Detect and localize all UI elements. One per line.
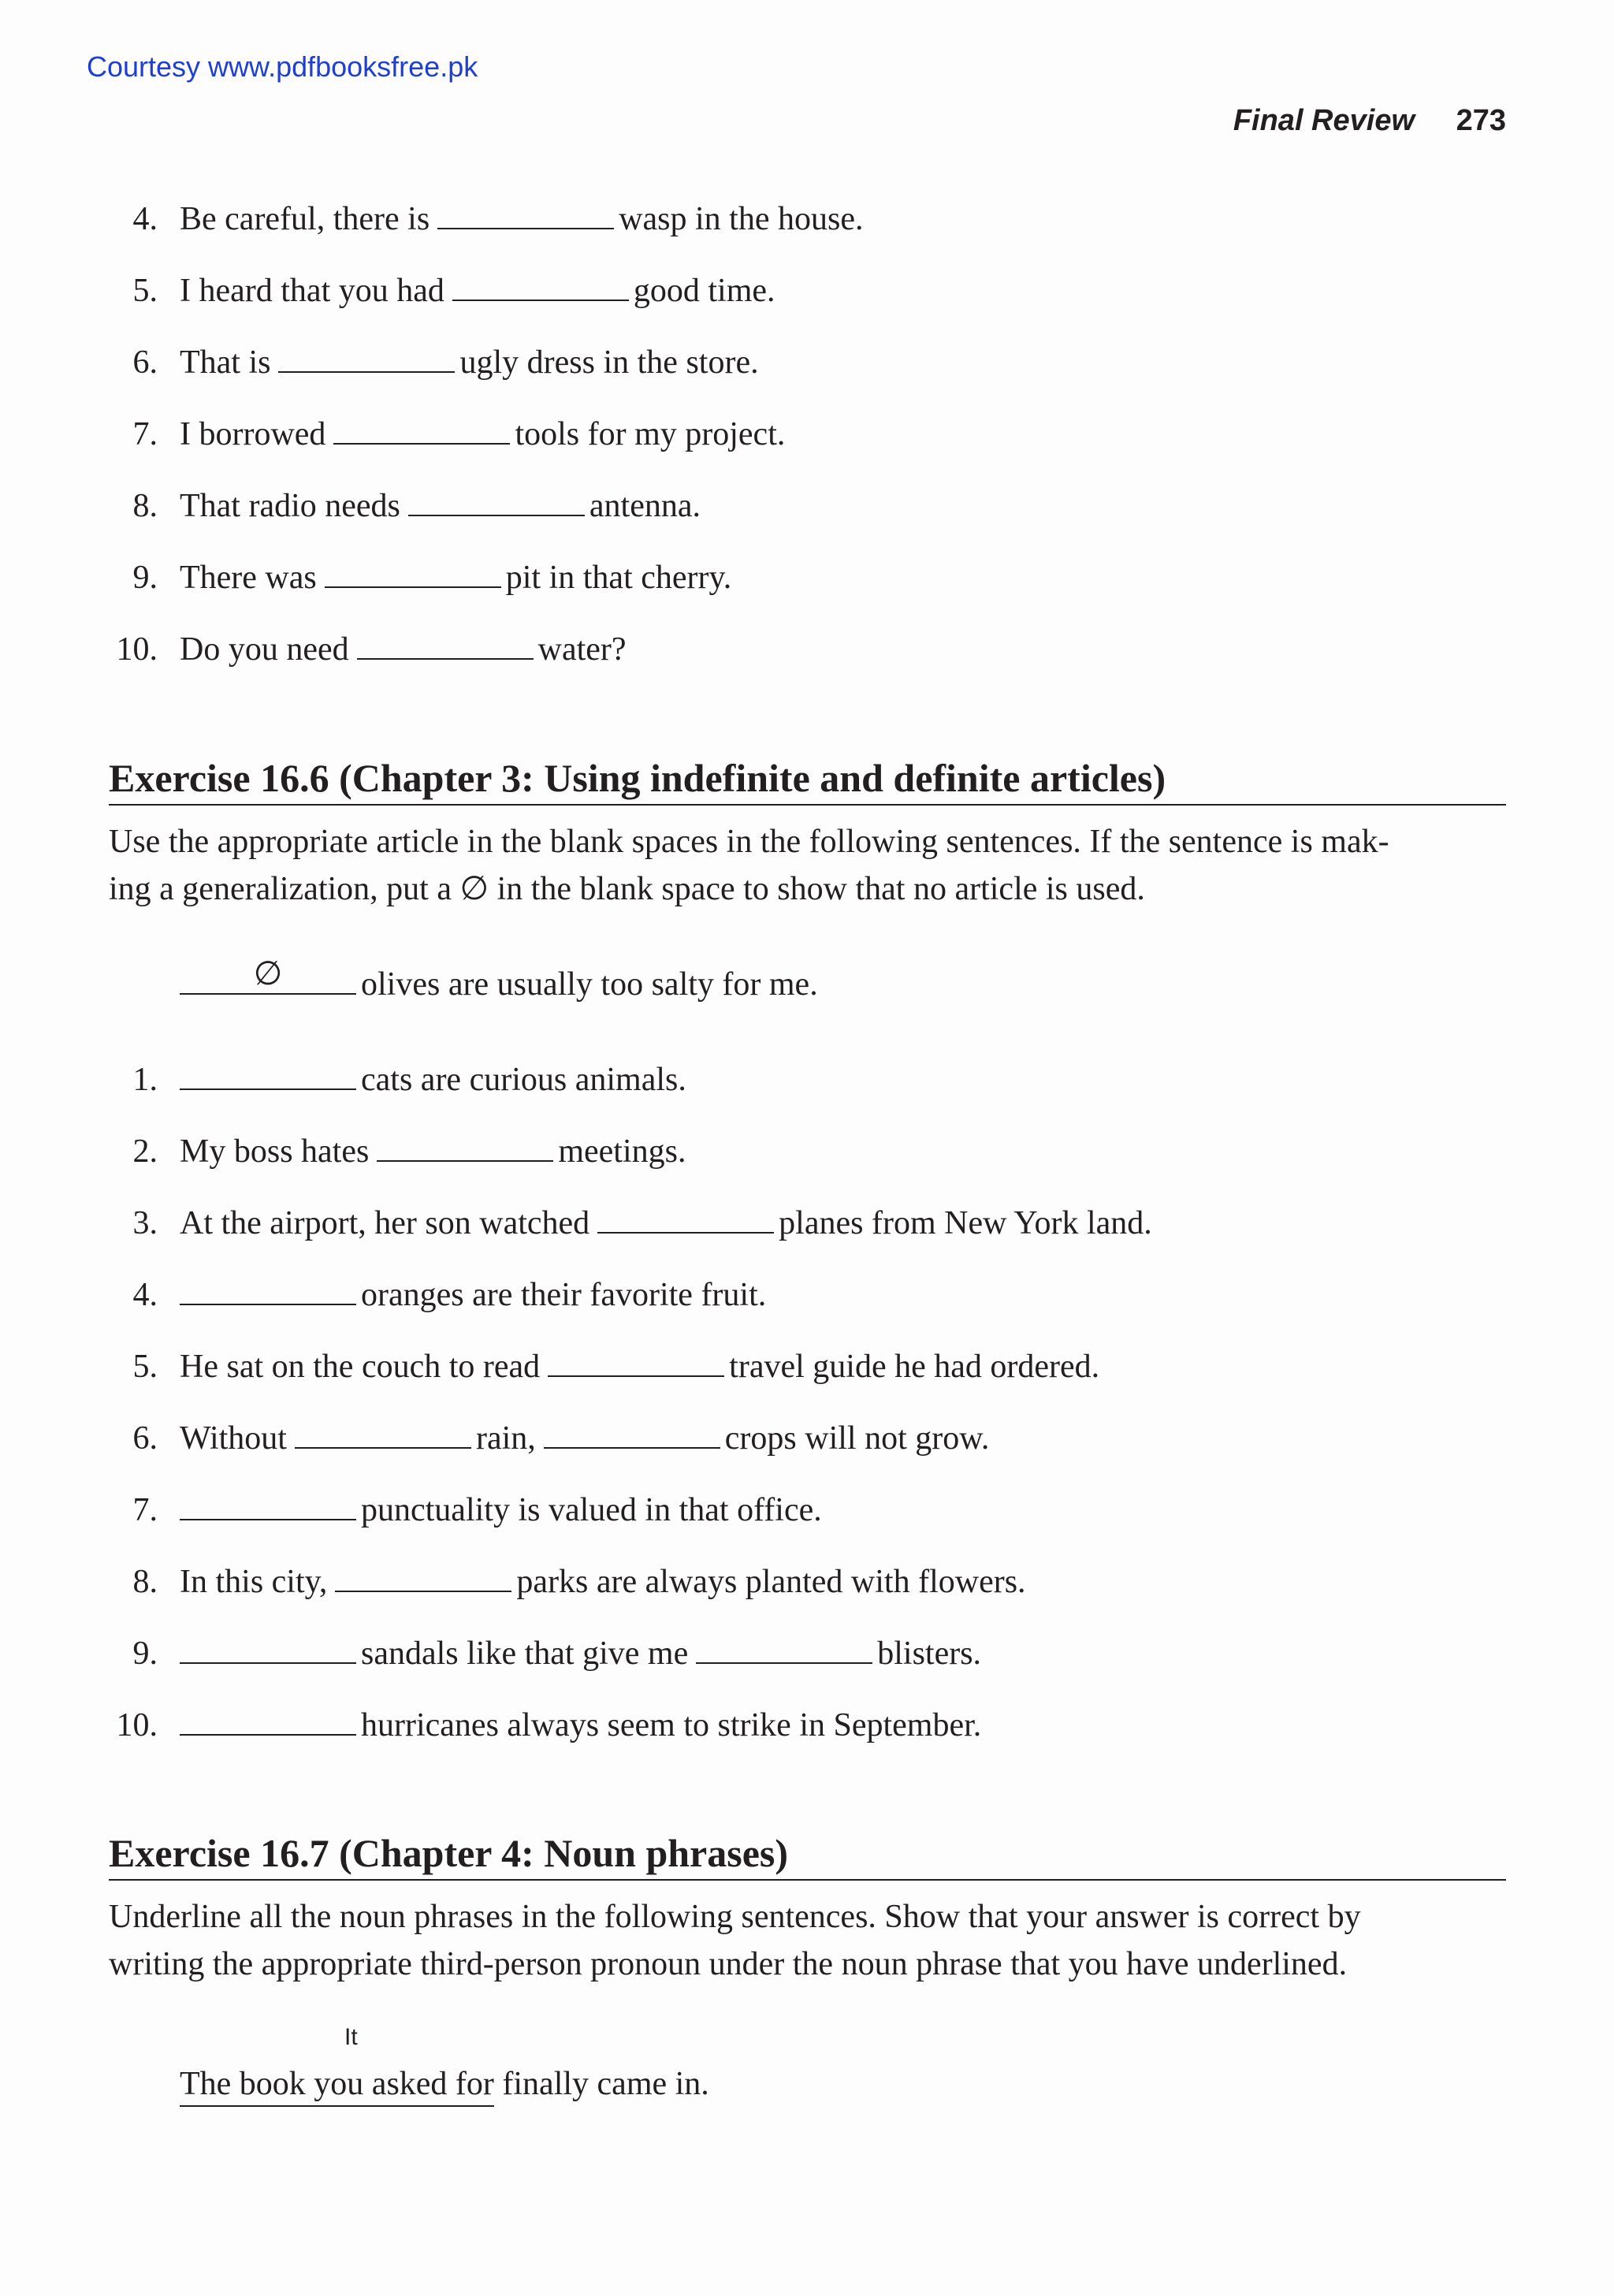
item-text-middle: rain, xyxy=(475,1420,536,1457)
answer-blank xyxy=(180,956,356,995)
item-number: 8. xyxy=(132,488,158,524)
answer-blank[interactable] xyxy=(696,1639,872,1664)
item-number: 9. xyxy=(132,1635,158,1672)
item-text-after: ugly dress in the store. xyxy=(459,344,759,381)
item-text-after: meetings. xyxy=(558,1133,686,1170)
item-number: 10. xyxy=(116,631,158,668)
instructions-line: writing the appropriate third-person pronoun under the noun phrase that you have underlined. xyxy=(109,1946,1348,1982)
item-number: 7. xyxy=(132,416,158,452)
answer-blank[interactable] xyxy=(548,1352,724,1377)
answer-blank[interactable] xyxy=(597,1208,774,1234)
answer-blank[interactable] xyxy=(452,276,629,301)
item-number: 5. xyxy=(132,1349,158,1385)
item-text-before: Be careful, there is xyxy=(180,201,430,237)
empty-set-symbol: ∅ xyxy=(253,956,283,992)
answer-blank[interactable] xyxy=(377,1137,553,1162)
exercise-heading: Exercise 16.7 (Chapter 4: Noun phrases) xyxy=(109,1830,1506,1881)
item-text-after: parks are always planted with flowers. xyxy=(516,1564,1026,1600)
item-text-after: hurricanes always seem to strike in September. xyxy=(361,1707,982,1743)
answer-blank[interactable] xyxy=(295,1423,471,1449)
item-text-before: I borrowed xyxy=(180,416,326,452)
item-text-after: blisters. xyxy=(877,1635,982,1672)
running-title: Final Review xyxy=(1233,104,1415,137)
item-number: 4. xyxy=(132,1277,158,1313)
answer-blank[interactable] xyxy=(335,1567,511,1592)
item-text-after: travel guide he had ordered. xyxy=(729,1349,1100,1385)
item-text-before: Without xyxy=(180,1420,287,1457)
item-text-after: oranges are their favorite fruit. xyxy=(361,1277,767,1313)
answer-blank[interactable] xyxy=(408,491,585,516)
answer-blank[interactable] xyxy=(544,1423,720,1449)
item-text-after: water? xyxy=(537,631,627,668)
item-text-after: wasp in the house. xyxy=(619,201,864,237)
item-number: 8. xyxy=(132,1564,158,1600)
item-text-after: antenna. xyxy=(589,488,701,524)
item-number: 5. xyxy=(132,273,158,309)
item-text-after: pit in that cherry. xyxy=(505,560,732,596)
item-number: 7. xyxy=(132,1492,158,1528)
instructions-line: Underline all the noun phrases in the following sentences. Show that your answer is correct by xyxy=(109,1899,1361,1935)
item-number: 1. xyxy=(132,1062,158,1098)
instructions-line: Use the appropriate article in the blank spaces in the following sentences. If the sentence is mak- xyxy=(109,824,1389,860)
item-text-after: good time. xyxy=(633,273,775,309)
pronoun-label: It xyxy=(344,2024,358,2050)
running-head xyxy=(1233,104,1506,138)
answer-blank[interactable] xyxy=(278,348,455,373)
item-number: 10. xyxy=(116,1707,158,1743)
exercise-instructions xyxy=(109,1893,1519,1988)
answer-blank[interactable] xyxy=(180,1710,356,1736)
answer-blank[interactable] xyxy=(180,1639,356,1664)
underlined-noun-phrase: The book you asked for xyxy=(180,2066,494,2107)
item-text-before: At the airport, her son watched xyxy=(180,1205,590,1241)
item-number: 4. xyxy=(132,201,158,237)
answer-blank[interactable] xyxy=(180,1065,356,1090)
answer-blank[interactable] xyxy=(333,419,510,445)
item-number: 9. xyxy=(132,560,158,596)
item-text-before: That radio needs xyxy=(180,488,400,524)
item-text-before: My boss hates xyxy=(180,1133,370,1170)
answer-blank[interactable] xyxy=(357,634,534,660)
exercise-instructions xyxy=(109,818,1519,913)
item-text-before: Do you need xyxy=(180,631,349,668)
item-text-before: He sat on the couch to read xyxy=(180,1349,541,1385)
item-text-before: There was xyxy=(180,560,317,596)
example-sentence xyxy=(180,2063,709,2104)
item-text-after: crops will not grow. xyxy=(724,1420,990,1457)
answer-blank[interactable] xyxy=(180,1495,356,1520)
item-text-middle: sandals like that give me xyxy=(361,1635,689,1672)
item-number: 6. xyxy=(132,344,158,381)
item-text-after: tools for my project. xyxy=(515,416,786,452)
answer-blank[interactable] xyxy=(325,563,501,588)
item-number: 3. xyxy=(132,1205,158,1241)
item-text-before: I heard that you had xyxy=(180,273,444,309)
item-text-before: That is xyxy=(180,344,271,381)
item-text-after: punctuality is valued in that office. xyxy=(361,1492,822,1528)
answer-blank[interactable] xyxy=(180,1280,356,1305)
item-text-after: olives are usually too salty for me. xyxy=(361,966,818,1003)
page-number: 273 xyxy=(1456,104,1506,137)
item-text-after: planes from New York land. xyxy=(779,1205,1152,1241)
item-text-before: In this city, xyxy=(180,1564,328,1600)
instructions-line: ing a generalization, put a ∅ in the blank space to show that no article is used. xyxy=(109,871,1145,907)
answer-blank[interactable] xyxy=(437,204,614,229)
sentence-rest: finally came in. xyxy=(493,2066,709,2102)
item-number: 6. xyxy=(132,1420,158,1457)
item-number: 2. xyxy=(132,1133,158,1170)
item-text-after: cats are curious animals. xyxy=(361,1062,686,1098)
courtesy-link[interactable]: Courtesy www.pdfbooksfree.pk xyxy=(87,50,478,83)
exercise-heading: Exercise 16.6 (Chapter 3: Using indefinite and definite articles) xyxy=(109,755,1506,806)
